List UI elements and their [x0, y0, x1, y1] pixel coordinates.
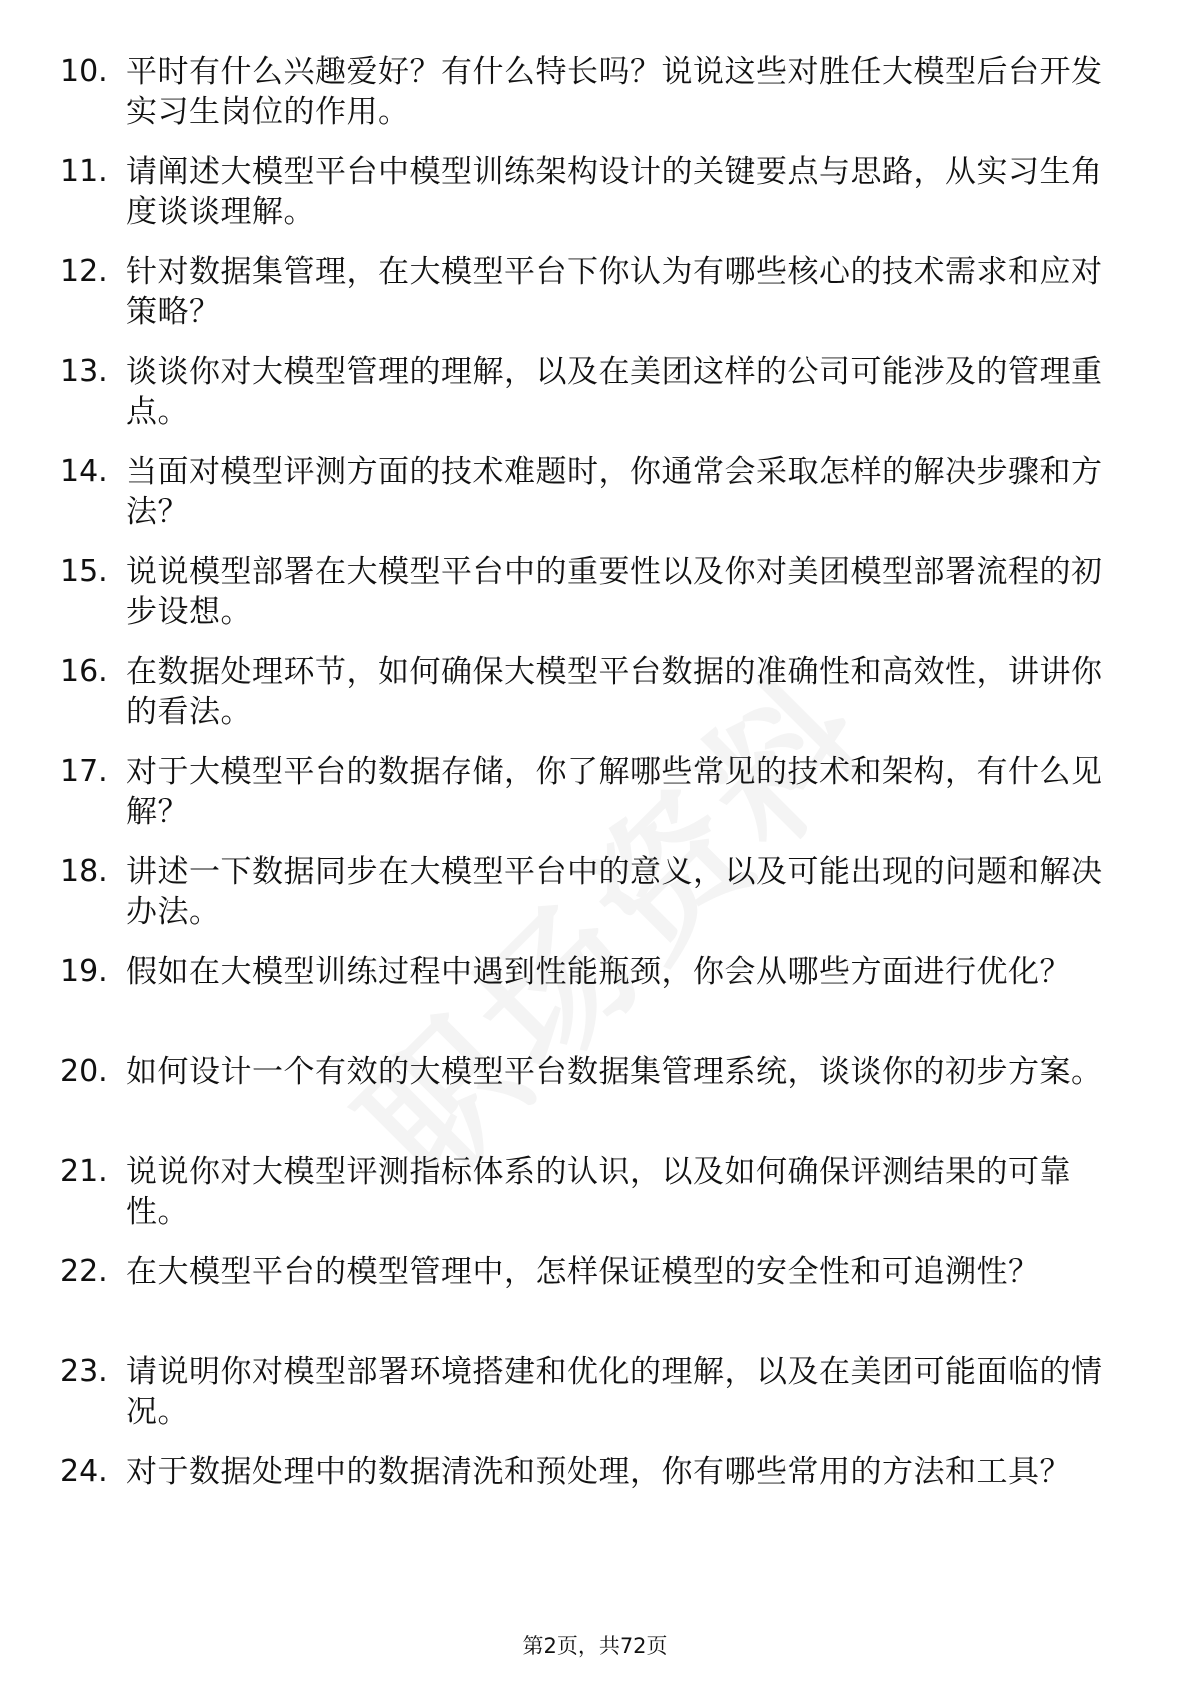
question-item	[60, 52, 1120, 152]
question-text: 讲述一下数据同步在大模型平台中的意义，以及可能出现的问题和解决办法。	[126, 854, 1103, 930]
question-text: 在大模型平台的模型管理中，怎样保证模型的安全性和可追溯性？	[126, 1254, 1040, 1290]
question-item	[60, 552, 1120, 652]
question-text: 对于大模型平台的数据存储，你了解哪些常见的技术和架构，有什么见解？	[126, 754, 1103, 830]
question-number: 12.	[60, 254, 108, 289]
question-number: 14.	[60, 454, 108, 489]
question-number: 24.	[60, 1454, 108, 1489]
question-text: 请说明你对模型部署环境搭建和优化的理解，以及在美团可能面临的情况。	[126, 1354, 1103, 1430]
question-text: 假如在大模型训练过程中遇到性能瓶颈，你会从哪些方面进行优化？	[126, 954, 1071, 990]
question-number: 16.	[60, 654, 108, 689]
question-text: 谈谈你对大模型管理的理解，以及在美团这样的公司可能涉及的管理重点。	[126, 354, 1103, 430]
question-number: 17.	[60, 754, 108, 789]
question-item	[60, 452, 1120, 552]
question-text: 对于数据处理中的数据清洗和预处理，你有哪些常用的方法和工具？	[126, 1454, 1071, 1490]
question-number: 10.	[60, 54, 108, 89]
page-footer: 第2页，共72页	[522, 1634, 668, 1658]
question-text: 当面对模型评测方面的技术难题时，你通常会采取怎样的解决步骤和方法？	[126, 454, 1103, 530]
question-number: 11.	[60, 154, 108, 189]
question-number: 22.	[60, 1254, 108, 1289]
question-number: 23.	[60, 1354, 108, 1389]
question-item	[60, 1252, 1120, 1352]
question-text: 平时有什么兴趣爱好？有什么特长吗？说说这些对胜任大模型后台开发实习生岗位的作用。	[126, 54, 1103, 130]
question-item	[60, 1052, 1120, 1152]
question-number: 20.	[60, 1054, 108, 1089]
question-text: 说说你对大模型评测指标体系的认识，以及如何确保评测结果的可靠性。	[126, 1154, 1071, 1230]
question-item	[60, 852, 1120, 952]
question-number: 19.	[60, 954, 108, 989]
question-text: 请阐述大模型平台中模型训练架构设计的关键要点与思路，从实习生角度谈谈理解。	[126, 154, 1103, 230]
question-item	[60, 352, 1120, 452]
question-text: 针对数据集管理，在大模型平台下你认为有哪些核心的技术需求和应对策略？	[126, 254, 1103, 330]
question-text: 说说模型部署在大模型平台中的重要性以及你对美团模型部署流程的初步设想。	[126, 554, 1103, 630]
question-number: 15.	[60, 554, 108, 589]
question-item	[60, 952, 1120, 1052]
question-item	[60, 752, 1120, 852]
question-list	[60, 52, 1120, 1552]
question-number: 21.	[60, 1154, 108, 1189]
question-item	[60, 152, 1120, 252]
question-item	[60, 252, 1120, 352]
question-number: 13.	[60, 354, 108, 389]
question-text: 在数据处理环节，如何确保大模型平台数据的准确性和高效性，讲讲你的看法。	[126, 654, 1103, 730]
question-item	[60, 652, 1120, 752]
question-item	[60, 1352, 1120, 1452]
question-number: 18.	[60, 854, 108, 889]
question-text: 如何设计一个有效的大模型平台数据集管理系统，谈谈你的初步方案。	[126, 1054, 1103, 1090]
question-item	[60, 1452, 1120, 1552]
question-item	[60, 1152, 1120, 1252]
